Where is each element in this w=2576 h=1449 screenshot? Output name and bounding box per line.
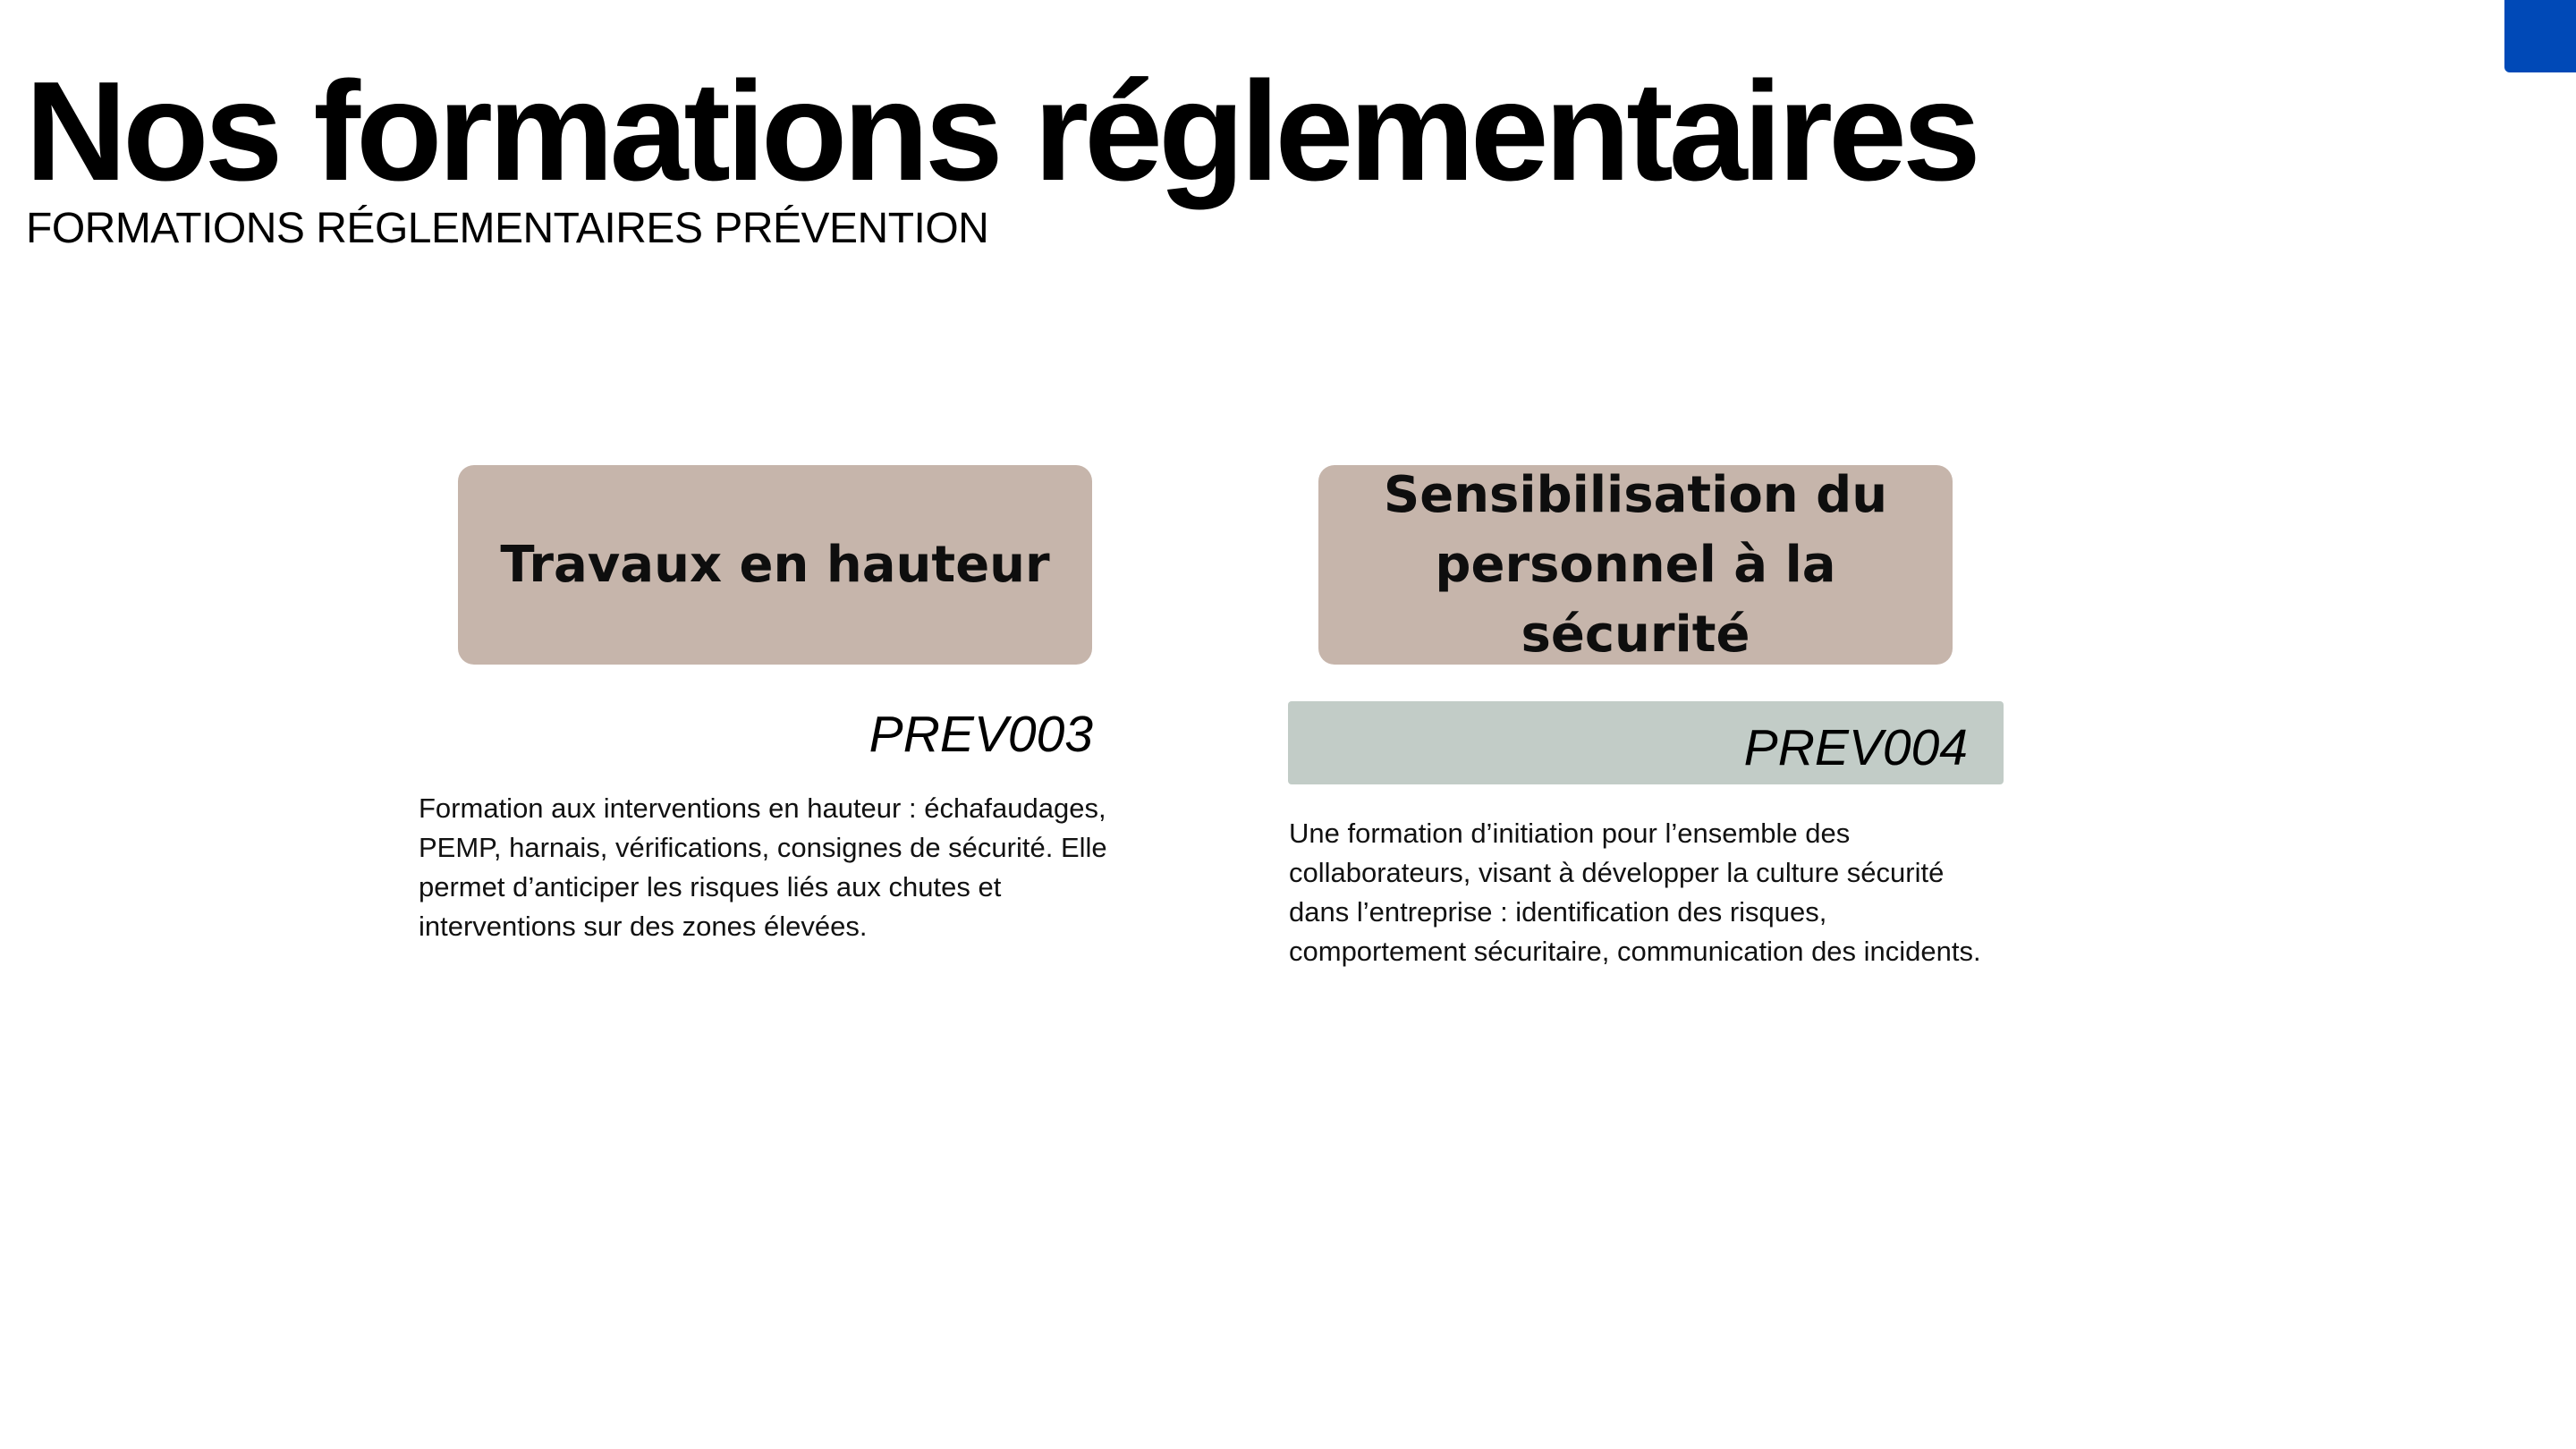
corner-accent-tab — [2504, 0, 2576, 72]
page-subtitle: FORMATIONS RÉGLEMENTAIRES PRÉVENTION — [26, 205, 989, 252]
formation-description-sensibilisation: Une formation d’initiation pour l’ensemble des collaborateurs, visant à développer la culture sécurité dans l’entreprise : identification des risques, comportement sécuritaire, communication des incidents. — [1289, 818, 1981, 967]
formation-card-title-travaux-en-hauteur: Travaux en hauteur — [458, 465, 1092, 665]
formation-description-travaux-en-hauteur: Formation aux interventions en hauteur : échafaudages, PEMP, harnais, vérifications, consignes de sécurité. Elle permet d’anticiper les risques liés aux chutes et interventions sur des zones élevées. — [419, 792, 1107, 942]
formation-card-title-sensibilisation: Sensibilisation du personnel à la sécurité — [1318, 465, 1953, 665]
formation-code-prev003: PREV003 — [869, 706, 1093, 763]
page-title: Nos formations réglementaires — [25, 53, 1977, 210]
formation-code-prev004: PREV004 — [1743, 719, 1968, 776]
